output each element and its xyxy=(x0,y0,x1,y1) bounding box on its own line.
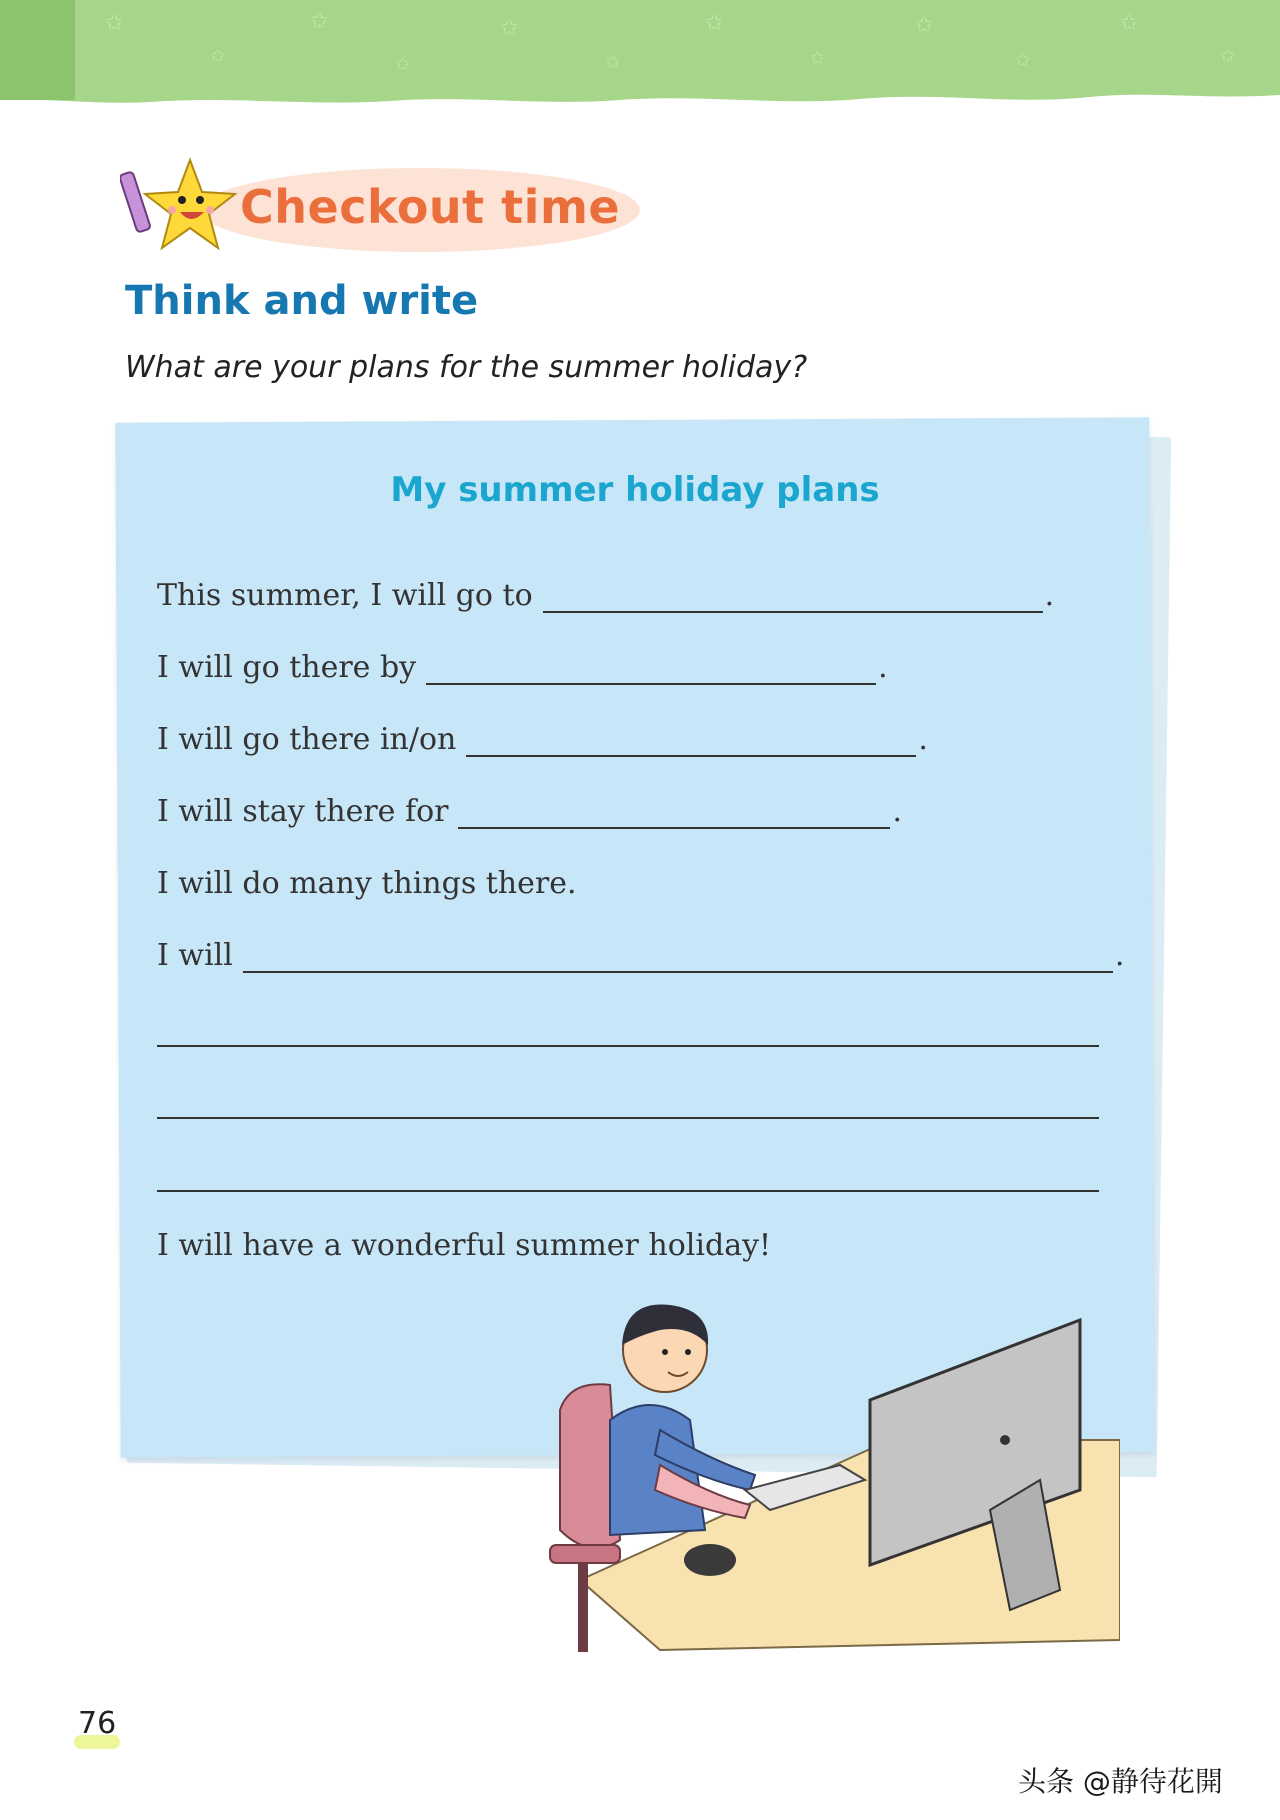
fill-blank-duration[interactable] xyxy=(458,797,890,829)
writing-line-2[interactable] xyxy=(157,1117,1099,1119)
line-text: I will go there in/on xyxy=(157,722,457,757)
line-period: . xyxy=(918,722,928,757)
svg-text:✩: ✩ xyxy=(1220,46,1236,67)
svg-text:✩: ✩ xyxy=(310,9,329,34)
mouse-icon xyxy=(684,1544,736,1576)
activity-title: Think and write xyxy=(125,278,479,324)
svg-text:✩: ✩ xyxy=(915,13,934,38)
svg-text:✩: ✩ xyxy=(1015,50,1031,71)
worksheet-line-activities-intro xyxy=(157,866,577,901)
svg-text:✩: ✩ xyxy=(605,52,621,73)
svg-text:✩: ✩ xyxy=(105,11,124,36)
svg-text:✩: ✩ xyxy=(1120,11,1139,36)
worksheet-line-transport xyxy=(157,650,888,685)
line-text: I will go there by xyxy=(157,650,417,685)
line-period: . xyxy=(878,650,888,685)
worksheet-line-activities xyxy=(157,938,1124,973)
worksheet-line-time xyxy=(157,722,928,757)
line-text: I will xyxy=(157,938,233,973)
fill-blank-activities[interactable] xyxy=(243,941,1113,973)
watermark: 头条 @静待花開 xyxy=(1018,1765,1223,1798)
line-text: I will stay there for xyxy=(157,794,449,829)
svg-text:✩: ✩ xyxy=(705,11,724,36)
worksheet-line-destination xyxy=(157,578,1054,613)
line-text: This summer, I will go to xyxy=(157,578,533,613)
worksheet-line-duration xyxy=(157,794,902,829)
line-text: I will have a wonderful summer holiday! xyxy=(157,1228,772,1263)
fill-blank-time[interactable] xyxy=(466,725,916,757)
fill-blank-transport[interactable] xyxy=(426,653,876,685)
star-mascot-icon xyxy=(120,160,235,248)
line-period: . xyxy=(892,794,903,829)
section-title: Checkout time xyxy=(240,180,621,234)
svg-text:✩: ✩ xyxy=(500,16,519,41)
writing-line-1[interactable] xyxy=(157,1045,1099,1047)
writing-line-3[interactable] xyxy=(157,1190,1099,1192)
activity-question: What are your plans for the summer holiday? xyxy=(125,350,808,385)
line-period: . xyxy=(1114,938,1125,973)
page-number: 76 xyxy=(78,1706,117,1741)
worksheet-line-closing xyxy=(157,1228,771,1263)
fill-blank-destination[interactable] xyxy=(543,581,1043,613)
line-period: . xyxy=(1044,578,1055,613)
svg-text:✩: ✩ xyxy=(810,48,826,69)
boy-at-computer-illustration xyxy=(540,1290,1120,1660)
svg-text:✩: ✩ xyxy=(395,54,411,75)
card-title: My summer holiday plans xyxy=(390,470,880,510)
top-decorative-band xyxy=(0,0,1280,110)
svg-text:✩: ✩ xyxy=(210,46,226,67)
line-text: I will do many things there. xyxy=(157,866,577,901)
